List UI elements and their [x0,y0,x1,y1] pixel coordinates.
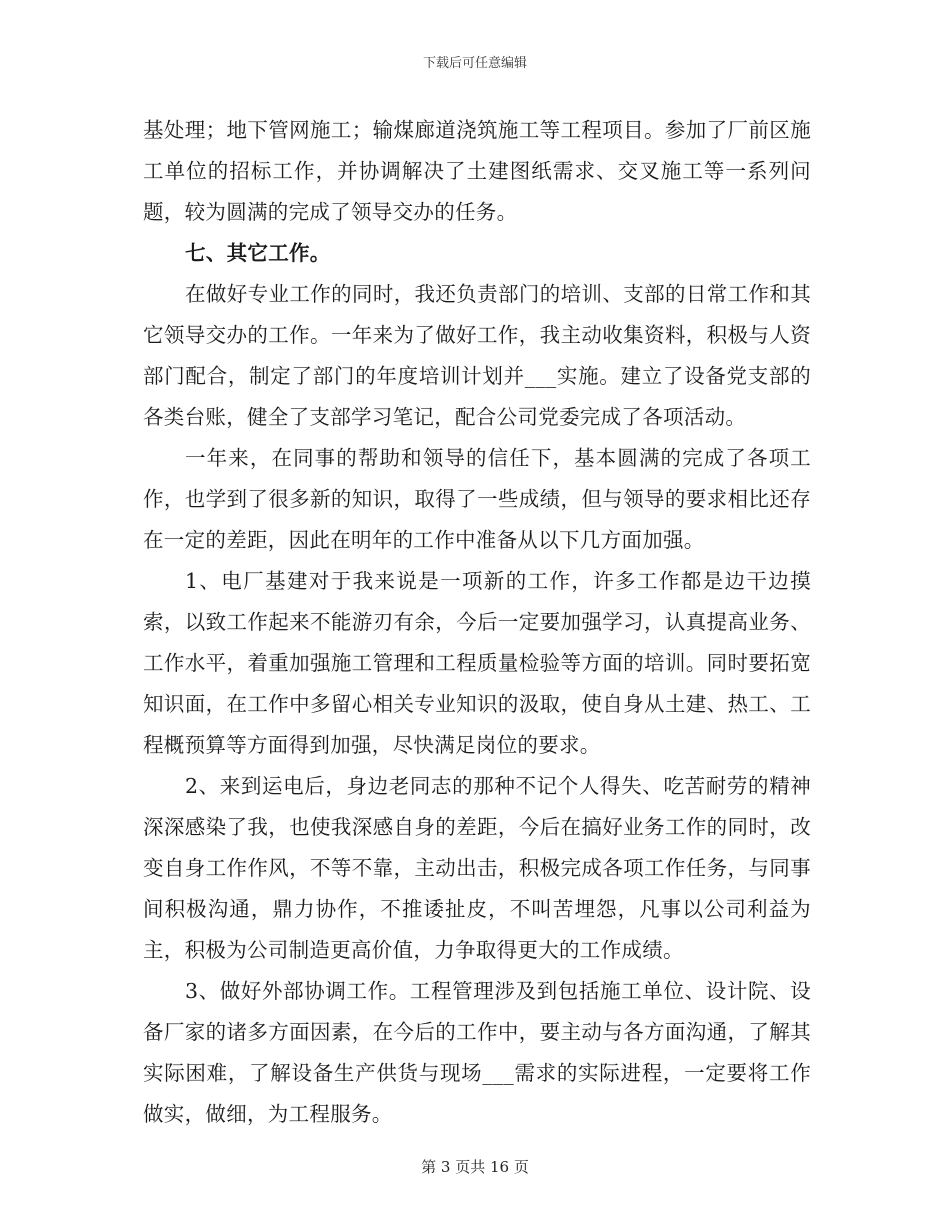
page-header: 下载后可任意编辑 [422,56,527,71]
document-body [143,110,811,1135]
paragraph-item-3: 3、做好外部协调工作。工程管理涉及到包括施工单位、设计院、设备厂家的诸多方面因素，在今后的工作中，要主动与各方面沟通，了解其实际困难，了解设备生产供货与现场___需求的实际进程，一定要将工作做实，做细，为工程服务。 [143,979,811,1126]
paragraph-item-1: 1、电厂基建对于我来说是一项新的工作，许多工作都是边干边摸索，以致工作起来不能游刃有余，今后一定要加强学习，认真提高业务、工作水平，着重加强施工管理和工程质量检验等方面的培训。同时要拓宽知识面，在工作中多留心相关专业知识的汲取，使自身从土建、热工、工程概预算等方面得到加强，尽快满足岗位的要求。 [143,569,811,757]
section-heading-other-work: 七、其它工作。 [185,241,331,265]
paragraph-continuation: 基处理；地下管网施工；输煤廊道浇筑施工等工程项目。参加了厂前区施工单位的招标工作，并协调解决了土建图纸需求、交叉施工等一系列问题，较为圆满的完成了领导交办的任务。 [143,118,811,224]
paragraph-other-work: 在做好专业工作的同时，我还负责部门的培训、支部的日常工作和其它领导交办的工作。一年来为了做好工作，我主动收集资料，积极与人资部门配合，制定了部门的年度培训计划并___实施。建立了设备党支部的各类台账，健全了支部学习笔记，配合公司党委完成了各项活动。 [143,282,811,429]
page-footer: 第 3 页共 16 页 [421,1158,529,1176]
paragraph-summary: 一年来，在同事的帮助和领导的信任下，基本圆满的完成了各项工作，也学到了很多新的知识，取得了一些成绩，但与领导的要求相比还存在一定的差距，因此在明年的工作中准备从以下几方面加强。 [143,446,811,552]
paragraph-item-2: 2、来到运电后，身边老同志的那种不记个人得失、吃苦耐劳的精神深深感染了我，也使我深感自身的差距，今后在搞好业务工作的同时，改变自身工作作风，不等不靠，主动出击，积极完成各项工作任务，与同事间积极沟通，鼎力协作，不推诿扯皮，不叫苦埋怨，凡事以公司利益为主，积极为公司制造更高价值，力争取得更大的工作成绩。 [143,774,811,962]
